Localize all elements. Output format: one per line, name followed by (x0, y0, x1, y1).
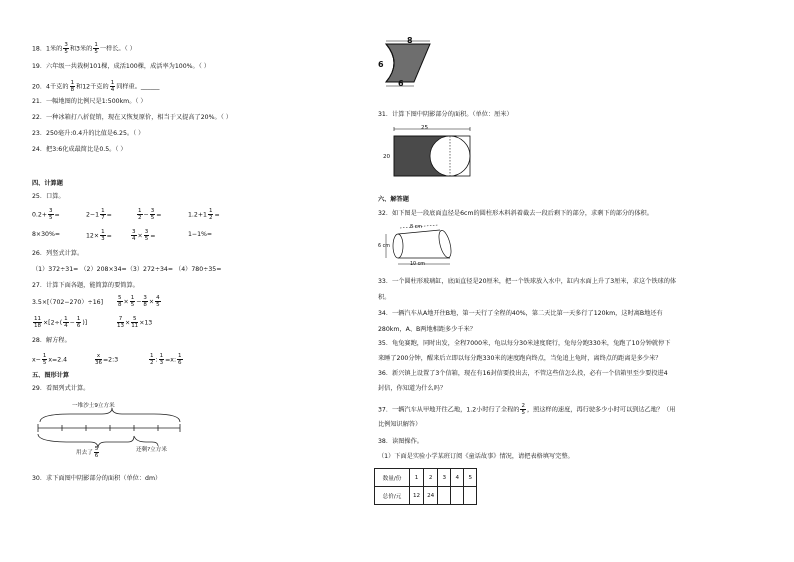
question-38-1: （1）下面是实验小学某班订阅《童话故事》情况，请把表格填写完整。 (378, 453, 574, 460)
question-20: 20．4千克的 $\frac{1}{8}$ 和12千克的 $\frac{1}{4}$ 同样重。______ (32, 80, 160, 93)
question-38: 38．读图操作。 (378, 438, 423, 445)
equation: $\frac{1}{2}$ : $\frac{1}{3}$ =x: $\frac{1}{6}$ (150, 353, 182, 366)
expr-27a: 3.5×[（702−270）÷16] (32, 299, 103, 306)
fig30-top-label: 8 (407, 36, 413, 45)
fig32-top-length: 8 cm (410, 225, 422, 230)
table-cell: 1 (410, 469, 424, 487)
question-18: 18．1米的 $\frac{3}{5}$ 和3米的 $\frac{1}{5}$ 一样长。（ ） (32, 42, 136, 55)
table-cell[interactable] (438, 487, 451, 505)
table-header-cell: 总价/元 (375, 487, 410, 505)
question-31: 31．计算下图中阴影部分的面积。（单位：厘米） (378, 111, 513, 118)
question-23: 23．250毫升:0.4升的比值是6.25。（ ） (32, 130, 145, 137)
calc-item: 12× $\frac{1}{3}$ = (86, 229, 112, 242)
fig31-width-label: 25 (421, 125, 429, 131)
question-22: 22．一种冰箱打八折促销，现在又恢复原价，相当于又提高了20%。（ ） (32, 114, 232, 121)
question-26-items: （1）372÷31= （2）208×34=（3）272÷34= （4）780÷35= (32, 266, 222, 273)
question-34: 34．一辆汽车从A地开往B地，第一天行了全程的40%，第二天比第一天多行了120km，这时离B地还有 (378, 310, 663, 317)
question-35: 35．龟兔赛跑，同时出发，全程7000米，龟以每分30米速度爬行，兔每分跑330米，兔跑了10分钟就停下 (378, 340, 671, 347)
segment-total-label: 一堆沙土9立方米 (72, 403, 115, 409)
table-cell[interactable] (451, 487, 464, 505)
table-cell: 2 (424, 469, 438, 487)
question-34-cont: 280km，A、B两地相距多少千米？ (378, 326, 476, 333)
expr-27d: $\frac{7}{13}$ × $\frac{5}{11}$ ×13 (117, 316, 153, 329)
calc-item: 2−1 $\frac{1}{7}$ = (86, 208, 112, 221)
fig30-bottom-label: 6 (398, 79, 404, 88)
calc-item: $\frac{3}{4}$ × $\frac{3}{5}$ = (132, 229, 156, 242)
table-row (375, 469, 477, 487)
fig30-left-label: 6 (378, 60, 384, 69)
calc-item: 1.2+1 $\frac{1}{2}$ = (188, 208, 220, 221)
equation: x− $\frac{1}{5}$ x=2.4 (32, 353, 68, 366)
segment-used-label: 用去了 $\frac{5}{6}$ (76, 446, 99, 459)
table-cell: 12 (410, 487, 424, 505)
segment-diagram (30, 398, 205, 460)
question-25: 25．口算。 (32, 193, 65, 200)
expr-27c: $\frac{11}{18}$ ×[2÷( $\frac{1}{4}$ − $\frac{1}{6}$ )] (34, 316, 88, 329)
fig31-height-label: 20 (383, 154, 391, 160)
table-header-cell: 数量/份 (375, 469, 410, 487)
calc-item: 0.2+ $\frac{3}{5}$ = (32, 208, 60, 221)
table-cell[interactable] (464, 487, 477, 505)
expr-27b: $\frac{5}{8}$ × $\frac{1}{5}$ − $\frac{3}{8}$ × $\frac{4}{5}$ (118, 295, 160, 308)
question-30: 30．求下面图中阴影部分的面积（单位：dm） (32, 475, 162, 482)
question-26: 26．列竖式计算。 (32, 250, 84, 257)
price-table (374, 468, 477, 505)
section-heading-solve: 六、解答题 (378, 196, 409, 203)
calc-item: 8×30%= (32, 231, 61, 238)
section-heading-figures: 五、图形计算 (32, 372, 70, 379)
question-21: 21．一幅地图的比例尺是1:500km。（ ） (32, 98, 147, 105)
segment-rest-label: 还剩?立方米 (136, 447, 167, 453)
table-cell: 5 (464, 469, 477, 487)
question-36: 36．新兴镇上设置了3个信箱，现在有16封信要投出去，不管这些信怎么投，必有一个信箱里至少要投进4 (378, 370, 668, 377)
equation: $\frac{x}{36}$ =2:3 (95, 353, 119, 366)
table-cell[interactable]: 24 (424, 487, 438, 505)
table-cell: 4 (451, 469, 464, 487)
fig32-bottom-length: 10 cm (410, 262, 425, 267)
question-37: 37．一辆汽车从甲地开往乙地，1.2小时行了全程的 $\frac{2}{5}$ ，照这样的速度，再行驶多少小时可以到达乙地？（用 (378, 403, 676, 416)
question-28: 28．解方程。 (32, 337, 71, 344)
question-35-cont: 来睡了200分钟，醒来后立即以每分跑330米的速度跑向终点，当兔追上龟时，离终点的距离是多少米？ (378, 355, 662, 362)
question-33: 33．一个圆柱形玻璃缸，底面直径是20厘米，把一个铁球放入水中，缸内水面上升了3厘米，求这个铁球的体 (378, 278, 677, 285)
section-heading-calc: 四、计算题 (32, 180, 63, 187)
fig32-diameter: 6 cm (378, 244, 390, 249)
calc-item: $\frac{1}{2}$ − $\frac{3}{5}$ = (138, 208, 162, 221)
question-32: 32．如下图是一段底面直径是6cm的圆柱形木料斜着截去一段后剩下的部分，求剩下的部分的体积。 (378, 210, 653, 217)
question-37-cont: 比例知识解答） (378, 421, 422, 428)
table-cell: 3 (438, 469, 451, 487)
question-36-cont: 封信，你知道为什么吗？ (378, 385, 447, 392)
question-27: 27．计算下面各题，能简算的要简算。 (32, 282, 139, 289)
question-33-cont: 积。 (378, 294, 391, 301)
question-19: 19．六年级一共栽树101棵，成活100棵，成活率为100%。（ ） (32, 63, 210, 70)
table-row (375, 487, 477, 505)
question-29: 29．看图列式计算。 (32, 385, 90, 392)
cylinder-figure (378, 222, 474, 270)
question-24: 24．把3:6化成最简比是0.5。（ ） (32, 146, 127, 153)
calc-item: 1−1%= (188, 231, 213, 238)
